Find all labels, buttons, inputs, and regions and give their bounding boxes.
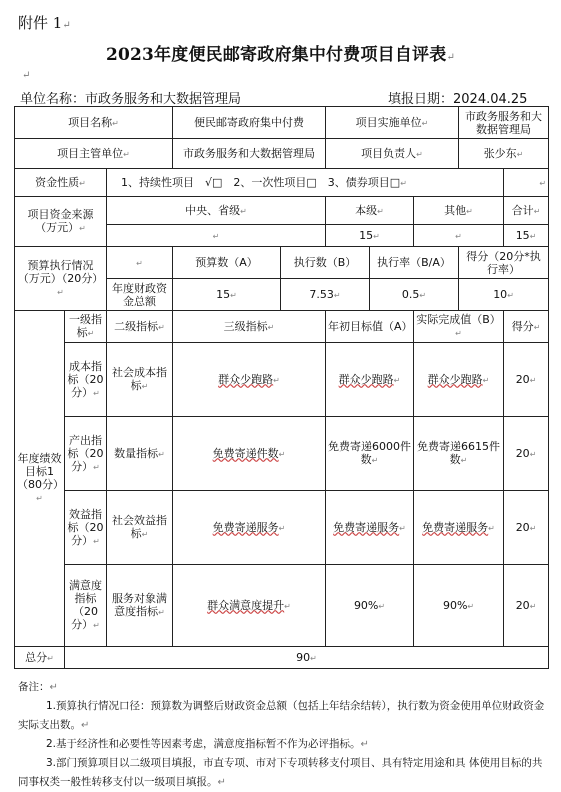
src-header-local: 本级↵: [326, 197, 414, 225]
table-row: [15, 247, 549, 279]
exec-header-empty: ↵: [107, 247, 173, 279]
table-row: [15, 311, 549, 343]
exec-header-score: 得分（20分*执行率）: [459, 247, 549, 279]
project-name-label: 项目名称↵: [15, 107, 173, 139]
perf-target: 群众少跑路↵: [326, 343, 414, 417]
empty-cell: ↵: [504, 169, 549, 197]
perf-l3: 免费寄递件数↵: [173, 417, 326, 491]
total-value: 90↵: [65, 647, 549, 669]
exec-budget: 15↵: [173, 279, 281, 311]
mgmt-unit-label: 项目主管单位↵: [15, 139, 173, 169]
exec-score: 10↵: [459, 279, 549, 311]
perf-l1: 成本指标（20分）↵: [65, 343, 107, 417]
return-mark: ↵: [22, 70, 31, 81]
attachment-label: 附件 1↵: [18, 14, 71, 32]
table-row: [15, 417, 549, 491]
mgmt-unit: 市政务服务和大数据管理局: [173, 139, 326, 169]
perf-l1: 满意度指标（20分）↵: [65, 565, 107, 647]
impl-unit: 市政务服务和大数据管理局: [459, 107, 549, 139]
exec-header-executed: 执行数（B）: [281, 247, 370, 279]
notes-heading: 备注：↵: [18, 681, 58, 693]
perf-actual: 群众少跑路↵: [414, 343, 504, 417]
perf-actual: 免费寄递6615件数↵: [414, 417, 504, 491]
table-row: [15, 107, 549, 139]
fund-nature: 1、持续性项目 √□ 2、一次性项目□ 3、债券项目□↵: [107, 169, 504, 197]
perf-score: 20↵: [504, 417, 549, 491]
table-row: [15, 169, 549, 197]
leader-label: 项目负责人↵: [326, 139, 459, 169]
leader: 张少东↵: [459, 139, 549, 169]
perf-actual: 90%↵: [414, 565, 504, 647]
perf-target: 90%↵: [326, 565, 414, 647]
perf-l3: 群众少跑路↵: [173, 343, 326, 417]
perf-header-target: 年初目标值（A）: [326, 311, 414, 343]
page-title: 2023年度便民邮寄政府集中付费项目自评表↵: [105, 45, 456, 65]
perf-l2: 社会效益指标↵: [107, 491, 173, 565]
table-row: [15, 197, 549, 225]
fund-source-label: 项目资金来源（万元）↵: [15, 197, 107, 247]
perf-header-l3: 三级指标↵: [173, 311, 326, 343]
impl-unit-label: 项目实施单位↵: [326, 107, 459, 139]
notes: [18, 678, 548, 792]
src-header-other: 其他↵: [414, 197, 504, 225]
perf-l3: 群众满意度提升↵: [173, 565, 326, 647]
perf-header-l2: 二级指标↵: [107, 311, 173, 343]
perf-actual: 免费寄递服务↵: [414, 491, 504, 565]
exec-label: 预算执行情况（万元）（20分）↵: [15, 247, 107, 311]
src-value-local: 15↵: [326, 225, 414, 247]
note-item: 2.基于经济性和必要性等因素考虑，满意度指标暂不作为必评指标。↵: [46, 738, 369, 750]
perf-header-actual: 实际完成值（B）↵: [414, 311, 504, 343]
unit-line: [20, 88, 550, 107]
note-item: 1.预算执行情况口径：预算数为调整后财政资金总额（包括上年结余结转），执行数为资金使用单位财政资金实际支出数。↵: [18, 700, 545, 731]
table-row: [15, 343, 549, 417]
perf-l2: 社会成本指标↵: [107, 343, 173, 417]
exec-rate: 0.5↵: [370, 279, 459, 311]
total-label: 总分↵: [15, 647, 65, 669]
perf-l2: 服务对象满意度指标↵: [107, 565, 173, 647]
perf-l1: 效益指标（20分）↵: [65, 491, 107, 565]
exec-header-budget: 预算数（A）: [173, 247, 281, 279]
perf-l1: 产出指标（20分）↵: [65, 417, 107, 491]
src-header-central: 中央、省级↵: [107, 197, 326, 225]
table-row: [15, 647, 549, 669]
project-name: 便民邮寄政府集中付费: [173, 107, 326, 139]
perf-target: 免费寄递6000件数↵: [326, 417, 414, 491]
table-row: [15, 139, 549, 169]
unit-name: 单位名称：市政务服务和大数据管理局: [20, 92, 242, 107]
perf-label: 年度绩效目标1（80分）↵: [15, 311, 65, 647]
perf-target: 免费寄递服务↵: [326, 491, 414, 565]
src-value-other: ↵: [414, 225, 504, 247]
exec-header-rate: 执行率（B/A）: [370, 247, 459, 279]
perf-l3: 免费寄递服务↵: [173, 491, 326, 565]
note-item: 3.部门预算项目以二级项目填报，市直专项、市对下专项转移支付项目、具有特定用途和具 体使用目标的共同事权类一般性转移支付以一级项目填报。↵: [18, 757, 543, 788]
exec-row-label: 年度财政资金总额: [107, 279, 173, 311]
src-header-total: 合计↵: [504, 197, 549, 225]
fill-date: 填报日期：2024.04.25: [388, 92, 528, 107]
fund-nature-label: 资金性质↵: [15, 169, 107, 197]
perf-score: 20↵: [504, 491, 549, 565]
table-row: [15, 491, 549, 565]
perf-l2: 数量指标↵: [107, 417, 173, 491]
table-row: [15, 565, 549, 647]
exec-executed: 7.53↵: [281, 279, 370, 311]
src-value-total: 15↵: [504, 225, 549, 247]
perf-header-score: 得分↵: [504, 311, 549, 343]
perf-header-l1: 一级指标↵: [65, 311, 107, 343]
perf-score: 20↵: [504, 343, 549, 417]
perf-score: 20↵: [504, 565, 549, 647]
evaluation-table: [14, 106, 549, 669]
src-value-central: ↵: [107, 225, 326, 247]
